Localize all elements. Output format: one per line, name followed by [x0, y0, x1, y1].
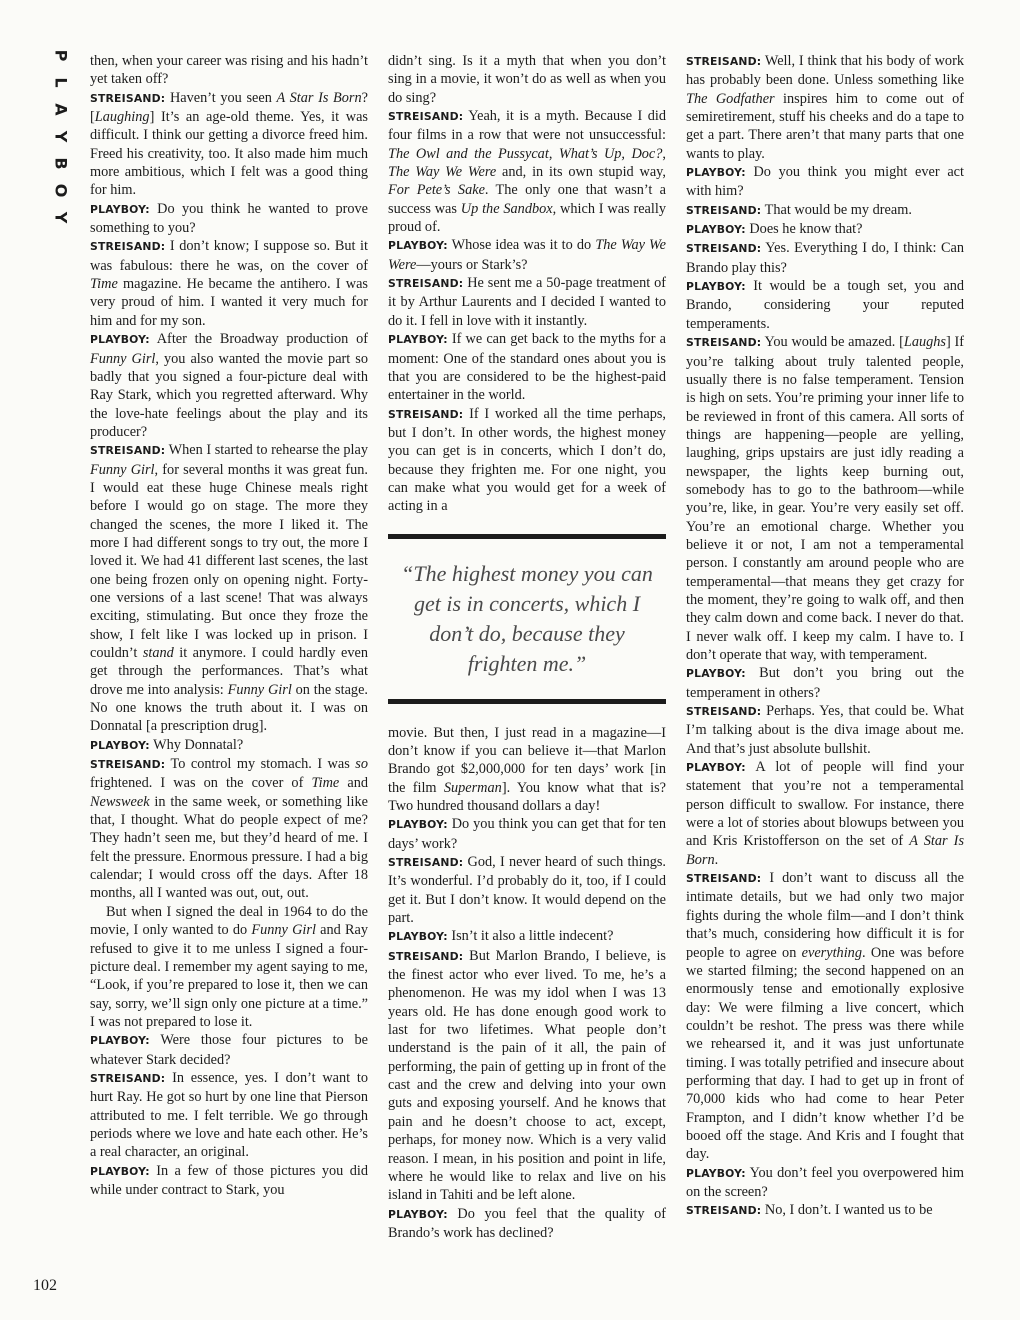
article-paragraph: [388, 274, 666, 330]
paragraph-text: movie. But then, I just read in a magazine—I don’t know if you can believe it—that Marlon Brando got $2,000,000 for ten days’ work [in the film Superman]. You know what that is? Two hundred thousand dollars a day!: [388, 724, 666, 814]
speaker-label: PLAYBOY:: [388, 333, 448, 347]
paragraph-text: Do you think you might ever act with him?: [686, 164, 965, 200]
speaker-label: STREISAND:: [686, 55, 762, 68]
logo-letter: L: [51, 77, 71, 88]
paragraph-text: To control my stomach. I was so frightened. I was on the cover of Time and Newsweek in the same week, or something like that, I thought. What do people expect of me? They hadn’t seen me, but they’d heard of me. I felt the pressure. Enormous pressure. I had a big calendar; I would cross off the days. After 18 months, all I wanted was out, out, out.: [90, 756, 369, 902]
paragraph-text: Haven’t you seen A Star Is Born? [Laughing] It’s an age-old theme. Yes, it was difficult. I think our getting a divorce freed him. Freed his creativity, too. It also made him much more ambitious, which I felt was a good thing for him.: [90, 89, 369, 199]
article-paragraph: [686, 239, 964, 277]
speaker-label: PLAYBOY:: [686, 761, 746, 775]
speaker-label: STREISAND:: [90, 240, 166, 254]
article-paragraph: [686, 163, 964, 201]
speaker-label: PLAYBOY:: [388, 239, 448, 253]
speaker-label: PLAYBOY:: [90, 202, 150, 216]
article-paragraph: [686, 333, 964, 664]
article-paragraph: [90, 52, 368, 89]
article-paragraph: [90, 89, 368, 200]
article-paragraph: [388, 236, 666, 274]
speaker-label: PLAYBOY:: [686, 223, 746, 237]
article-paragraph: [388, 107, 666, 236]
paragraph-text: It would be a tough set, you and Brando, considering your reputed temperaments.: [686, 278, 964, 332]
article-paragraph: [686, 220, 964, 239]
logo-letter: Y: [51, 211, 71, 224]
magazine-logo-vertical: [50, 42, 72, 231]
logo-letter: A: [51, 103, 71, 116]
speaker-label: STREISAND:: [90, 1071, 166, 1085]
article-paragraph: [388, 1205, 666, 1243]
speaker-label: PLAYBOY:: [388, 818, 448, 832]
article-paragraph: [90, 1162, 368, 1200]
text-column-1: [90, 52, 368, 1199]
paragraph-text: didn’t sing. Is it a myth that when you don’t sing in a movie, it won’t do as well as when you do sing?: [388, 53, 666, 106]
speaker-label: STREISAND:: [90, 91, 166, 105]
paragraph-text: Why Donnatal?: [153, 736, 244, 753]
article-paragraph: [388, 724, 666, 816]
article-paragraph: [90, 237, 368, 330]
article-paragraph: [686, 277, 964, 333]
speaker-label: PLAYBOY:: [686, 1166, 746, 1180]
column-2-bottom-text: [388, 724, 666, 1243]
text-column-2: [388, 52, 666, 1242]
speaker-label: STREISAND:: [686, 203, 762, 217]
paragraph-text: Isn’t it also a little indecent?: [451, 928, 614, 945]
paragraph-text: Do you think you can get that for ten days’ work?: [388, 816, 667, 852]
paragraph-text: Yes. Everything I do, I think: Can Brando play this?: [686, 240, 964, 276]
paragraph-text: Were those four pictures to be whatever Stark decided?: [90, 1032, 368, 1068]
article-paragraph: [90, 1069, 368, 1162]
article-paragraph: [388, 853, 666, 927]
paragraph-text: But Marlon Brando, I believe, is the finest actor who ever lived. To me, he’s a phenomenon. He was my idol when I was 13 years old. He has done enough good work to last for two lifetimes. What people don’t understand is the pain of it all, the pain of performing, the pain of getting up in front of the cast and the crew and delving into your own guts and exposing yourself. And he knows that pain and he doesn’t choose to act, except, perhaps, for money now. Which is a very valid reason. I mean, in his position and point in life, where he would like to relax and live on his island in Tahiti and be left alone.: [388, 947, 666, 1204]
article-paragraph: [686, 664, 964, 702]
article-paragraph: [90, 200, 368, 238]
paragraph-text: Does he know that?: [749, 221, 863, 238]
article-paragraph: [90, 1031, 368, 1069]
speaker-label: PLAYBOY:: [686, 280, 746, 294]
article-paragraph: [388, 815, 666, 853]
article-paragraph: [388, 405, 666, 516]
paragraph-text: He sent me a 50-page treatment of it by Arthur Laurents and I decided I wanted to do it. I fell in love with it instantly.: [388, 275, 667, 329]
logo-letter: Y: [51, 130, 71, 143]
speaker-label: STREISAND:: [90, 758, 166, 772]
article-paragraph: [686, 1201, 964, 1220]
speaker-label: PLAYBOY:: [388, 930, 448, 944]
paragraph-text: Do you think he wanted to prove something to you?: [90, 200, 368, 237]
speaker-label: PLAYBOY:: [388, 1207, 448, 1221]
speaker-label: PLAYBOY:: [90, 333, 150, 347]
article-paragraph: [388, 927, 666, 946]
article-paragraph: [686, 1164, 964, 1202]
speaker-label: STREISAND:: [686, 336, 762, 350]
article-paragraph: [90, 736, 368, 755]
speaker-label: STREISAND:: [388, 277, 464, 291]
pull-quote: [388, 534, 666, 704]
paragraph-text: But don’t you bring out the temperament in others?: [686, 665, 964, 701]
paragraph-text: then, when your career was rising and his hadn’t yet taken off?: [90, 53, 368, 88]
paragraph-text: Yeah, it is a myth. Because I did four films in a row that were not unsuccessful: The Owl and the Pussycat, What’s Up, Doc?, The Way We Were and, in its own stupid way, For Pete’s Sake. The only one that wasn’t a success was Up the Sandbox, which I was really proud of.: [388, 108, 666, 236]
article-paragraph: [388, 947, 666, 1205]
article-paragraph: [388, 52, 666, 107]
paragraph-text: No, I don’t. I wanted us to be: [764, 1202, 933, 1219]
page-number: 102: [33, 1277, 57, 1294]
paragraph-text: Whose idea was it to do The Way We Were—yours or Stark’s?: [388, 237, 666, 273]
paragraph-text: You don’t feel you overpowered him on the screen?: [686, 1164, 965, 1200]
paragraph-text: After the Broadway production of Funny Girl, you also wanted the movie part so badly that you signed a four-picture deal with Ray Stark, which you regretted afterward. Why the love-hate feelings about the play and its producer?: [90, 331, 369, 440]
paragraph-text: You would be amazed. [Laughs] If you’re talking about truly talented people, usually there is no false temperament. Tension is high on sets. You’re priming your inner life to be reviewed in front of this camera. All sorts of things are happening—people are yelling, laughing, grips upstairs are just idly reading a newspaper, the lights keep burning out, somebody has to go to the bathroom—while you’re, like, in gear. You’re very easily set off. You’re an emotional charge. Whether you believe it or not, I am not a temperamental person. I constantly am around people who are temperamental—that means they get crazy for the moment, they’re going to walk off, and then they calm down and come back. I never do that. I never walk off. I keep my calm. I have to. I don’t operate that way, with temperament.: [686, 334, 965, 663]
article-paragraph: [388, 330, 666, 404]
paragraph-text: When I started to rehearse the play Funny Girl, for several months it was great fun. I would eat these huge Chinese meals right before I would go on stage. The more they changed the scenes, the more I liked it. The more I had different songs to try out, the more I loved it. We had 41 different last scenes, the last one being frozen only on opening night. Forty-one versions of a last scene! That was always exciting, stimulating. But once they froze the show, I felt like I was locked up in prison. I couldn’t stand it anymore. I could hardly even get through the performances. That’s what drove me into analysis: Funny Girl on the stage. No one knows the truth about it. I was on Donnatal [a prescription drug].: [90, 442, 369, 735]
paragraph-text: That would be my dream.: [764, 201, 912, 218]
speaker-label: STREISAND:: [686, 1204, 762, 1218]
speaker-label: STREISAND:: [388, 949, 464, 963]
article-paragraph: [686, 201, 964, 220]
speaker-label: STREISAND:: [90, 444, 166, 458]
paragraph-text: If we can get back to the myths for a moment: One of the standard ones about you is that you are considered to be the highest-paid entertainer in the world.: [388, 331, 666, 404]
paragraph-text: Well, I think that his body of work has probably been done. Unless something like The Godfather inspires him to come out of semiretirement, stuff his cheeks and do a tape to get a part. There aren’t that many parts that one wants to play.: [686, 53, 965, 162]
paragraph-text: Do you feel that the quality of Brando’s work has declined?: [388, 1205, 666, 1241]
paragraph-text: I don’t know; I suppose so. But it was fabulous: there he was, on the cover of Time magazine. He became the antihero. I was very proud of him. I wanted it very much for him and for my son.: [90, 238, 368, 329]
column-2-top-text: [388, 52, 666, 516]
speaker-label: PLAYBOY:: [90, 1034, 150, 1048]
article-paragraph: [686, 52, 964, 163]
speaker-label: STREISAND:: [388, 407, 464, 421]
speaker-label: PLAYBOY:: [686, 166, 746, 180]
paragraph-text: I don’t want to discuss all the intimate details, but we had only two major fights during the whole film—and I don’t think that’s much, considering how difficult it is for people to agree on everything. One was before we started filming; the second happened on an enormously tense and emotionally explosive day: We were filming a live concert, which couldn’t be reshot. The press was there while we rehearsed it, and it was just unfortunate timing. I was totally petrified and insecure about performing that day. I had to get up in front of 70,000 kids who had come to hear Peter Frampton, and I didn’t know whether I’d be booed off the stage. And Kris and I fought that day.: [686, 870, 964, 1163]
speaker-label: PLAYBOY:: [90, 738, 150, 752]
paragraph-text: But when I signed the deal in 1964 to do the movie, I only wanted to do Funny Girl and Ray refused to give it to me unless I signed a four-picture deal. I remember my agent saying to me, “Look, if you’re prepared to lose it, then we can say, sorry, we’ll sign only one picture at a time.” I was not prepared to lose it.: [90, 903, 369, 1030]
logo-letter: O: [51, 183, 71, 198]
speaker-label: STREISAND:: [388, 110, 464, 124]
speaker-label: STREISAND:: [388, 856, 464, 869]
speaker-label: STREISAND:: [686, 872, 762, 886]
speaker-label: STREISAND:: [686, 705, 762, 719]
speaker-label: PLAYBOY:: [90, 1164, 150, 1178]
logo-letter: P: [51, 49, 71, 62]
article-paragraph: [90, 441, 368, 736]
paragraph-text: Perhaps. Yes, that could be. What I’m talking about is the diva image about me. And that’s just absolute bullshit.: [686, 703, 964, 757]
article-paragraph: [686, 869, 964, 1164]
speaker-label: PLAYBOY:: [686, 667, 746, 681]
logo-letter: B: [51, 157, 71, 170]
paragraph-text: A lot of people will find your statement that you’re not a temperamental person difficult to swallow. For instance, there were a lot of stories about blowups between you and Kris Kristofferson on the set of A Star Is Born.: [686, 759, 965, 868]
article-paragraph: [90, 755, 368, 903]
article-paragraph: [90, 330, 368, 441]
article-paragraph: [686, 758, 964, 869]
paragraph-text: God, I never heard of such things. It’s wonderful. I’d probably do it, too, if I could get it. But I don’t know. It would depend on the part.: [388, 854, 666, 927]
text-column-3: [686, 52, 964, 1221]
speaker-label: STREISAND:: [686, 242, 762, 256]
paragraph-text: If I worked all the time perhaps, but I don’t. In other words, the highest money you can get is in concerts, which I don’t do, because they frighten me. For one night, you can make what you would get for a week of acting in a: [388, 405, 666, 515]
article-paragraph: [686, 702, 964, 758]
article-paragraph: [90, 903, 368, 1031]
pull-quote-text: “The highest money you can get is in concerts, which I don’t do, because they frighten me.”: [401, 560, 653, 676]
paragraph-text: In essence, yes. I don’t want to hurt Ray. He got so hurt by one line that Pierson attributed to me. I felt terrible. We go through periods where we love and hate each other. He’s a real character, an original.: [90, 1069, 368, 1161]
paragraph-text: In a few of those pictures you did while under contract to Stark, you: [90, 1162, 368, 1198]
